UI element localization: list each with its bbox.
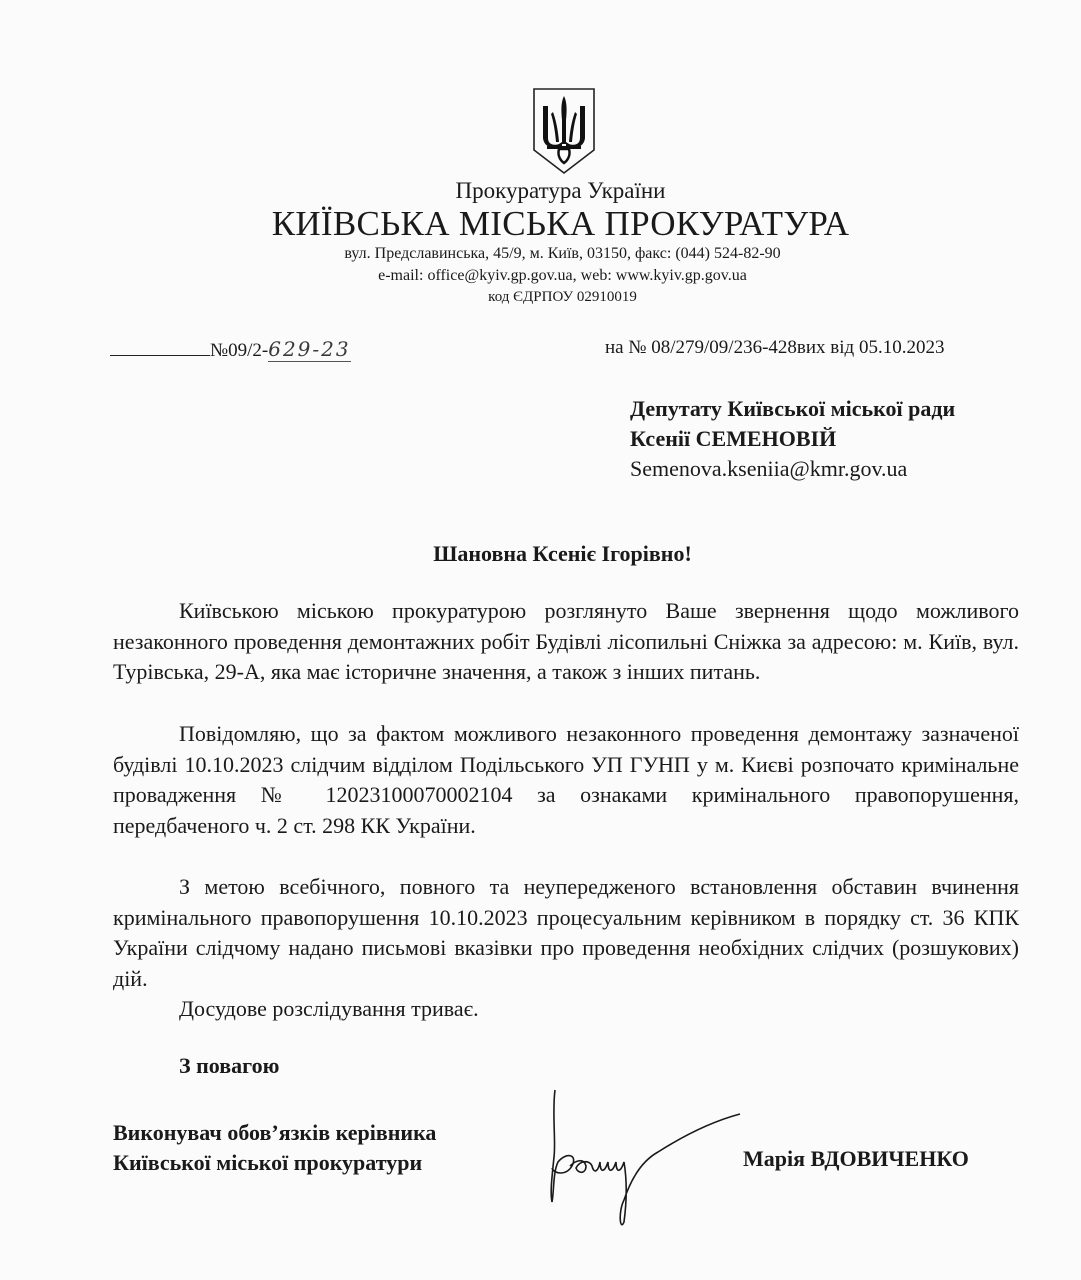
org-address: вул. Предславинська, 45/9, м. Київ, 03150, факс: (044) 524-82-90 [344, 245, 781, 262]
recipient-email: Semenova.kseniia@kmr.gov.ua [630, 456, 908, 481]
paragraph-text: Повідомляю, що за фактом можливого незаконного проведення демонтажу зазначеної будівлі 10.10.2023 слідчим відділом Подільського УП ГУНП у м. Києві розпочато кримінальне провадження № 12023100070002104 за ознаками кримінального правопорушення, передбаченого ч. 2 ст. 298 КК України. [113, 721, 1019, 838]
incoming-reference: на № 08/279/09/236-428вих від 05.10.2023 [605, 337, 945, 358]
body-paragraph [113, 596, 1019, 688]
recipient-block [630, 394, 955, 484]
paragraph-text: З метою всебічного, повного та неупередженого встановлення обставин вчинення кримінального правопорушення 10.10.2023 процесуальним керівником в порядку ст. 36 КПК України слідчому надано письмові вказівки про проведення необхідних слідчих (розшукових) дій. [113, 874, 1019, 991]
org-parent-name: Прокуратура України [455, 178, 666, 203]
outgoing-number [110, 337, 351, 362]
org-code: код ЄДРПОУ 02910019 [488, 289, 637, 305]
body-paragraph [113, 872, 1019, 994]
org-name: КИЇВСЬКА МІСЬКА ПРОКУРАТУРА [271, 204, 850, 243]
recipient-name: Ксенії СЕМЕНОВІЙ [630, 426, 837, 451]
signer-name: Марія ВДОВИЧЕНКО [743, 1146, 969, 1171]
recipient-position: Депутату Київської міської ради [630, 396, 956, 421]
handwritten-signature-icon [540, 1082, 760, 1232]
signer-title-line: Київської міської прокуратури [113, 1150, 423, 1175]
paragraph-text: Київською міською прокуратурою розглянуто Ваше звернення щодо можливого незаконного проведення демонтажних робіт Будівлі лісопильні Сніжка за адресою: м. Київ, вул. Турівська, 29-А, яка має історичне значення, а також з інших питань. [113, 598, 1019, 684]
outgoing-handwritten-number: 629-23 [268, 337, 351, 361]
body-paragraph [113, 994, 1019, 1025]
salutation: Шановна Ксеніє Ігорівно! [433, 541, 692, 566]
signer-title-line: Виконувач обов’язків керівника [113, 1120, 437, 1145]
body-paragraph [113, 719, 1019, 841]
date-blank-line [110, 337, 210, 356]
closing-regards: З повагою [179, 1053, 280, 1078]
paragraph-text: Досудове розслідування триває. [179, 996, 479, 1021]
trident-coat-of-arms-icon [531, 86, 597, 176]
outgoing-prefix: №09/2- [210, 340, 269, 361]
org-contact: e-mail: office@kyiv.gp.gov.ua, web: www.kyiv.gp.gov.ua [378, 267, 747, 284]
signer-title [113, 1118, 436, 1178]
